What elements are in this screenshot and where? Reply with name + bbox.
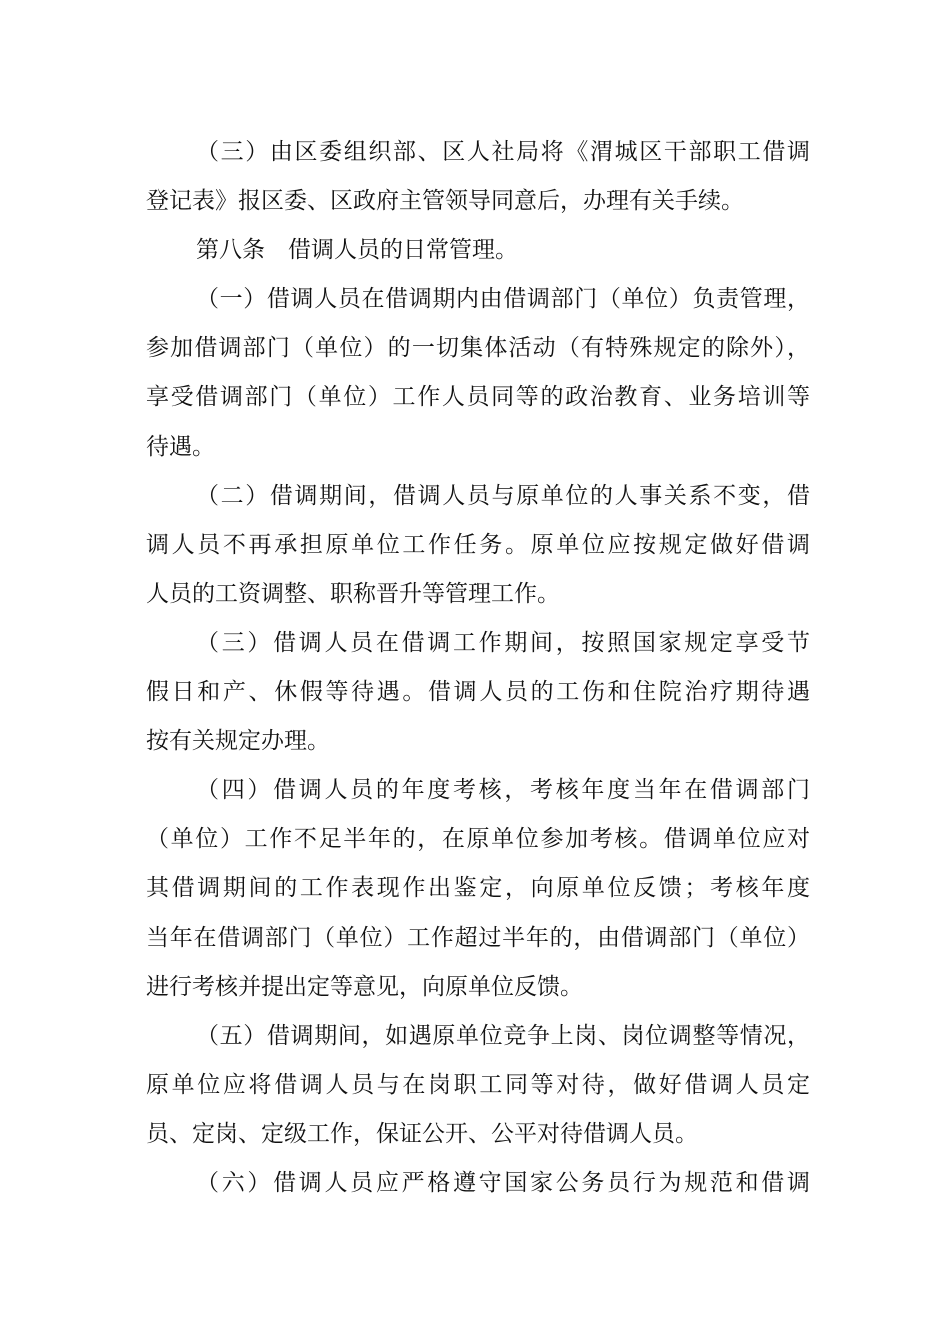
body-line: （一）借调人员在借调期内由借调部门（单位）负责管理， xyxy=(196,286,810,313)
body-line: 参加借调部门（单位）的一切集体活动（有特殊规定的除外）， xyxy=(146,335,810,362)
body-line: 按有关规定办理。 xyxy=(146,728,330,755)
body-line: 进行考核并提出定等意见，向原单位反馈。 xyxy=(146,973,583,1000)
body-line: （三）由区委组织部、区人社局将《渭城区干部职工借调 xyxy=(196,139,810,165)
body-line: 人员的工资调整、职称晋升等管理工作。 xyxy=(146,580,560,607)
body-line: （四）借调人员的年度考核，考核年度当年在借调部门 xyxy=(196,777,810,804)
body-line: 待遇。 xyxy=(146,433,215,460)
body-line: 原单位应将借调人员与在岗职工同等对待，做好借调人员定 xyxy=(146,1071,810,1098)
body-line: 员、定岗、定级工作，保证公开、公平对待借调人员。 xyxy=(146,1120,698,1147)
body-line: 其借调期间的工作表现作出鉴定，向原单位反馈；考核年度 xyxy=(146,875,810,902)
body-line: 调人员不再承担原单位工作任务。原单位应按规定做好借调 xyxy=(146,531,810,558)
body-line: （六）借调人员应严格遵守国家公务员行为规范和借调 xyxy=(196,1169,810,1196)
body-line: （单位）工作不足半年的，在原单位参加考核。借调单位应对 xyxy=(146,826,810,853)
body-line: （五）借调期间，如遇原单位竞争上岗、岗位调整等情况， xyxy=(196,1022,810,1049)
article-heading: 第八条 借调人员的日常管理。 xyxy=(196,237,518,264)
body-line: （二）借调期间，借调人员与原单位的人事关系不变，借 xyxy=(196,482,810,509)
document-body xyxy=(146,128,810,1208)
body-line: 当年在借调部门（单位）工作超过半年的，由借调部门（单位） xyxy=(146,924,810,951)
body-line: 假日和产、休假等待遇。借调人员的工伤和住院治疗期待遇 xyxy=(146,679,810,706)
body-line: 享受借调部门（单位）工作人员同等的政治教育、业务培训等 xyxy=(146,384,810,411)
body-line: （三）借调人员在借调工作期间，按照国家规定享受节 xyxy=(196,629,810,656)
body-line: 登记表》报区委、区政府主管领导同意后，办理有关手续。 xyxy=(146,188,744,215)
